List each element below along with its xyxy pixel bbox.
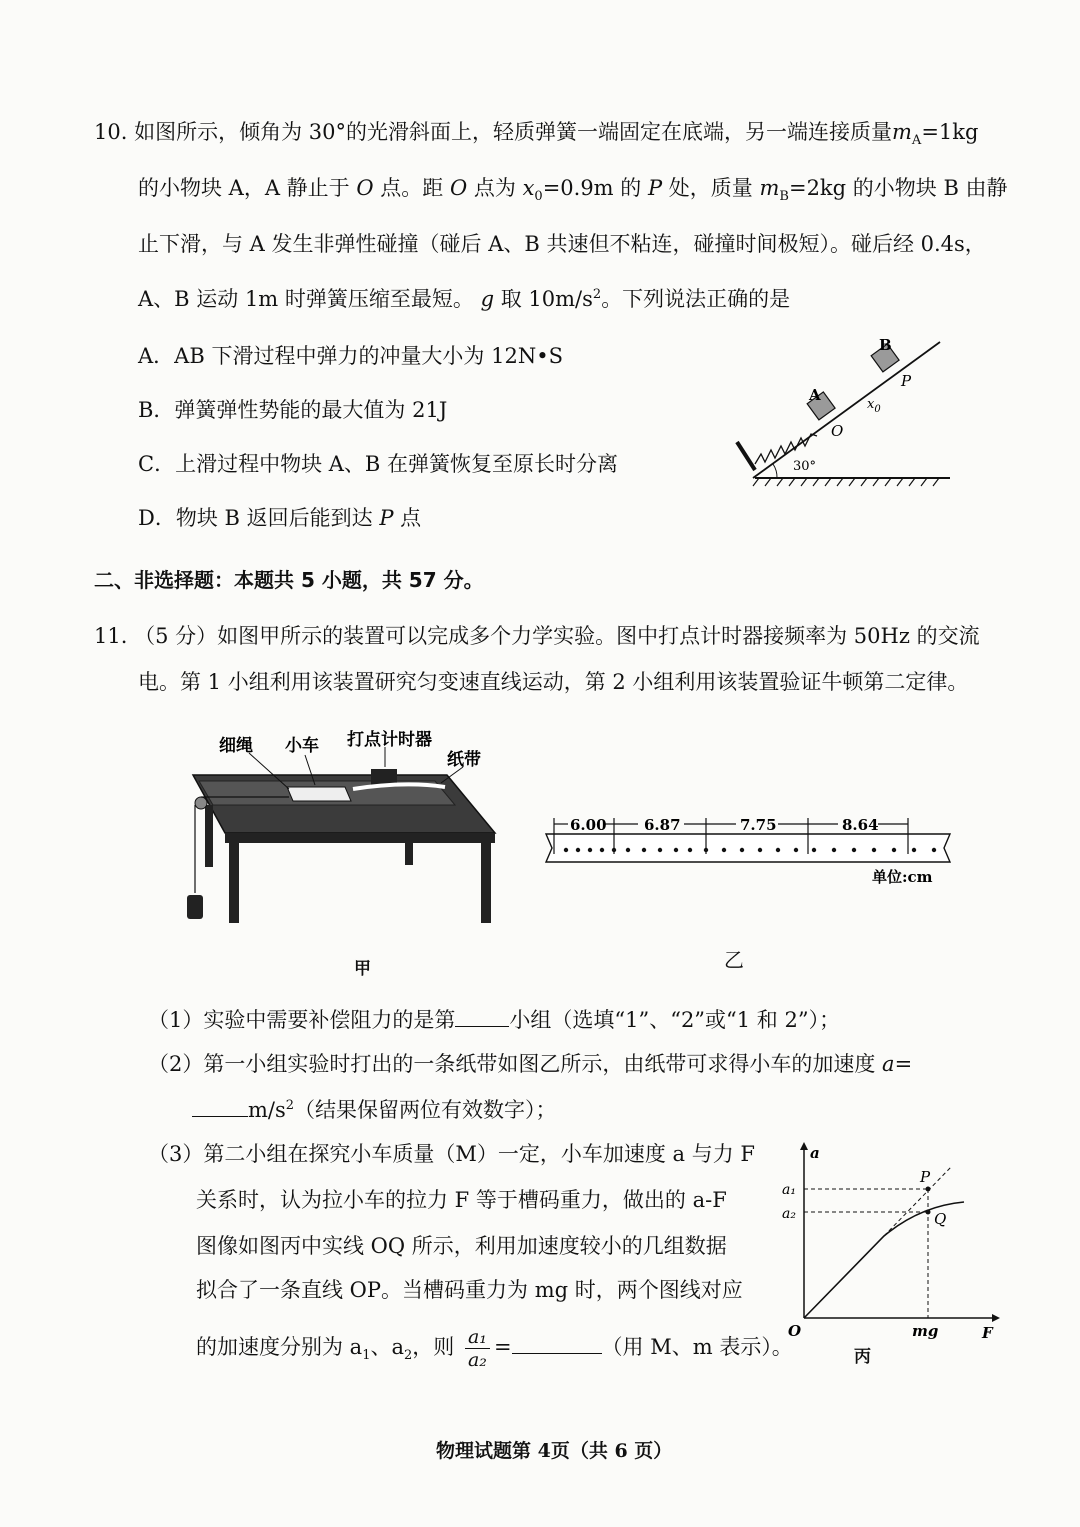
table-leg [481,843,491,923]
q11-sub3-line2: 关系时，认为拉小车的拉力 F 等于槽码重力，做出的 a-F [196,1188,727,1212]
label-b: B [879,336,892,354]
p-label: P [920,1168,931,1186]
figure-bing-caption: 丙 [854,1347,871,1367]
f-axis-label: F [982,1324,993,1340]
section-2-heading: 二、非选择题：本题共 5 小题，共 57 分。 [94,568,484,592]
t: = [894,1052,913,1076]
t: =0.9m 的 [542,176,642,200]
t: O [449,176,468,200]
tape-label: 纸带 [447,750,481,770]
t: A、B 运动 1m 时弹簧压缩至最短。 [138,287,474,311]
distance-2: 6.87 [644,816,681,834]
distance-4: 8.64 [842,816,879,834]
q-label: Q [934,1210,947,1228]
t: a [882,1052,895,1076]
q11-line2: 电。第 1 小组利用该装置研究匀变速直线运动，第 2 小组利用该装置验证牛顿第二定律。 [138,670,969,694]
figure-jia-caption: 甲 [354,959,371,979]
t: 。下列说法正确的是 [601,287,791,311]
t: 2 [285,1098,295,1113]
timer [371,769,397,785]
figure-jia-apparatus [185,725,505,930]
origin-label: O [788,1322,802,1340]
q11-sub2-line2 [192,1098,557,1121]
t: =2kg 的小物块 B 由静 [788,176,1008,200]
q10-option-c: C．上滑过程中物块 A、B 在弹簧恢复至原长时分离 [138,452,619,476]
t: m [759,176,780,200]
q11-sub2-line1 [148,1054,912,1075]
t: m/s [248,1098,286,1122]
pulley [195,797,207,809]
t: x [522,176,535,200]
q11-sub3-line4: 拟合了一条直线 OP。当槽码重力为 mg 时，两个图线对应 [196,1278,743,1302]
label-p: P [901,372,912,390]
t: 处，质量 [668,176,753,200]
t: 的小物块 A，A 静止于 [138,176,350,200]
q10-line1-text: 如图所示，倾角为 30°的光滑斜面上，轻质弹簧一端固定在底端，另一端连接质量 [134,120,892,144]
answer-blank-3[interactable] [512,1335,602,1354]
q10-number: 10. [94,120,128,144]
distance-3: 7.75 [740,816,777,834]
a2-label: a₂ [782,1206,796,1222]
table-leg [405,843,413,865]
label-a: A [809,386,821,404]
table-leg [205,805,213,867]
fraction-a1-a2 [465,1326,490,1371]
t: 0 [534,189,543,205]
t: = [493,1335,512,1359]
angle-arc [773,464,777,478]
mass-a: =1kg [921,120,979,144]
t: P [647,176,663,200]
wall-block [737,442,755,470]
t: （2）第一小组实验时打出的一条纸带如图乙所示，由纸带可求得小车的加速度 [148,1052,876,1076]
hanging-weight [187,895,203,919]
t: （结果保留两位有效数字）； [294,1098,557,1122]
t: （1）实验中需要补偿阻力的是第 [148,1008,456,1032]
t: B [779,189,789,205]
answer-blank-2[interactable] [192,1098,248,1117]
distance-1: 6.00 [570,816,607,834]
t: 1 [362,1348,371,1364]
figure-yi-tape [538,810,958,890]
q11-line1 [94,626,980,647]
rope-label: 细绳 [219,736,253,756]
t: （用 M、m 表示）。 [601,1335,793,1359]
q10-option-b: B．弹簧弹性势能的最大值为 21J [138,398,448,422]
q10-line2 [138,178,1008,203]
fraction-numerator: a₁ [465,1326,490,1349]
t: 2 [592,287,602,302]
label-x0: $x_0$ [867,397,881,415]
q10-line3: 止下滑，与 A 发生非弹性碰撞（碰后 A、B 共速但不粘连，碰撞时间极短）。碰后经 0.4s， [138,232,986,256]
figure-yi-caption: 乙 [724,948,744,972]
q11-sub3-line1: （3）第二小组在探究小车质量（M）一定，小车加速度 a 与力 F [148,1142,755,1166]
t: 、a [370,1335,405,1359]
cart [287,787,351,801]
incline-surface [753,342,940,478]
t: O [356,176,374,200]
t: 取 10m/s [500,287,593,311]
point-q [926,1210,931,1215]
a-axis-arrow [800,1142,808,1150]
t: P [379,506,394,530]
t: D．物块 B 返回后能到达 [138,506,373,530]
t: ，则 [412,1335,455,1359]
q11-line1-text: （5 分）如图甲所示的装置可以完成多个力学实验。图中打点计时器接频率为 50Hz 的交流 [134,624,980,648]
unit-label: 单位:cm [872,868,933,886]
q10-line1 [94,122,978,147]
angle-label: 30° [793,459,817,474]
q11-sub3-line3: 图像如图丙中实线 OQ 所示，利用加速度较小的几组数据 [196,1234,727,1258]
sub-a: A [911,133,922,149]
t: g [480,287,495,311]
a1-label: a₁ [782,1182,796,1198]
q11-sub1 [148,1008,840,1031]
mg-label: mg [912,1322,939,1340]
timer-label: 打点计时器 [347,730,432,750]
table-leg [229,843,239,923]
t: 小组（选填“1”、“2”或“1 和 2”）； [509,1008,841,1032]
q10-line4 [138,288,790,310]
t: 的加速度分别为 a [196,1335,363,1359]
a-axis-label: a [810,1144,820,1162]
t: 点为 [473,176,516,200]
f-axis-arrow [992,1314,1000,1322]
var-m: m [892,120,912,144]
figure-bing-graph [780,1140,1000,1340]
table-edge [225,833,495,843]
q10-option-a: A．AB 下滑过程中弹力的冲量大小为 12N•S [138,344,563,368]
ground-hatch [753,478,939,486]
t: 2 [404,1348,413,1364]
q11-sub3-line5 [196,1326,793,1371]
point-p [926,1187,931,1192]
cart-label: 小车 [285,736,319,756]
t: 点。距 [380,176,444,200]
answer-blank-1[interactable] [455,1008,509,1027]
fraction-denominator: a₂ [467,1349,487,1371]
incline-figure [725,330,960,490]
tape-strip [546,834,950,862]
q10-option-d [138,508,421,529]
q11-number: 11. [94,624,128,648]
page-footer: 物理试题第 4页（共 6 页） [436,1440,673,1462]
t: 点 [400,506,422,530]
label-o: O [831,422,844,440]
